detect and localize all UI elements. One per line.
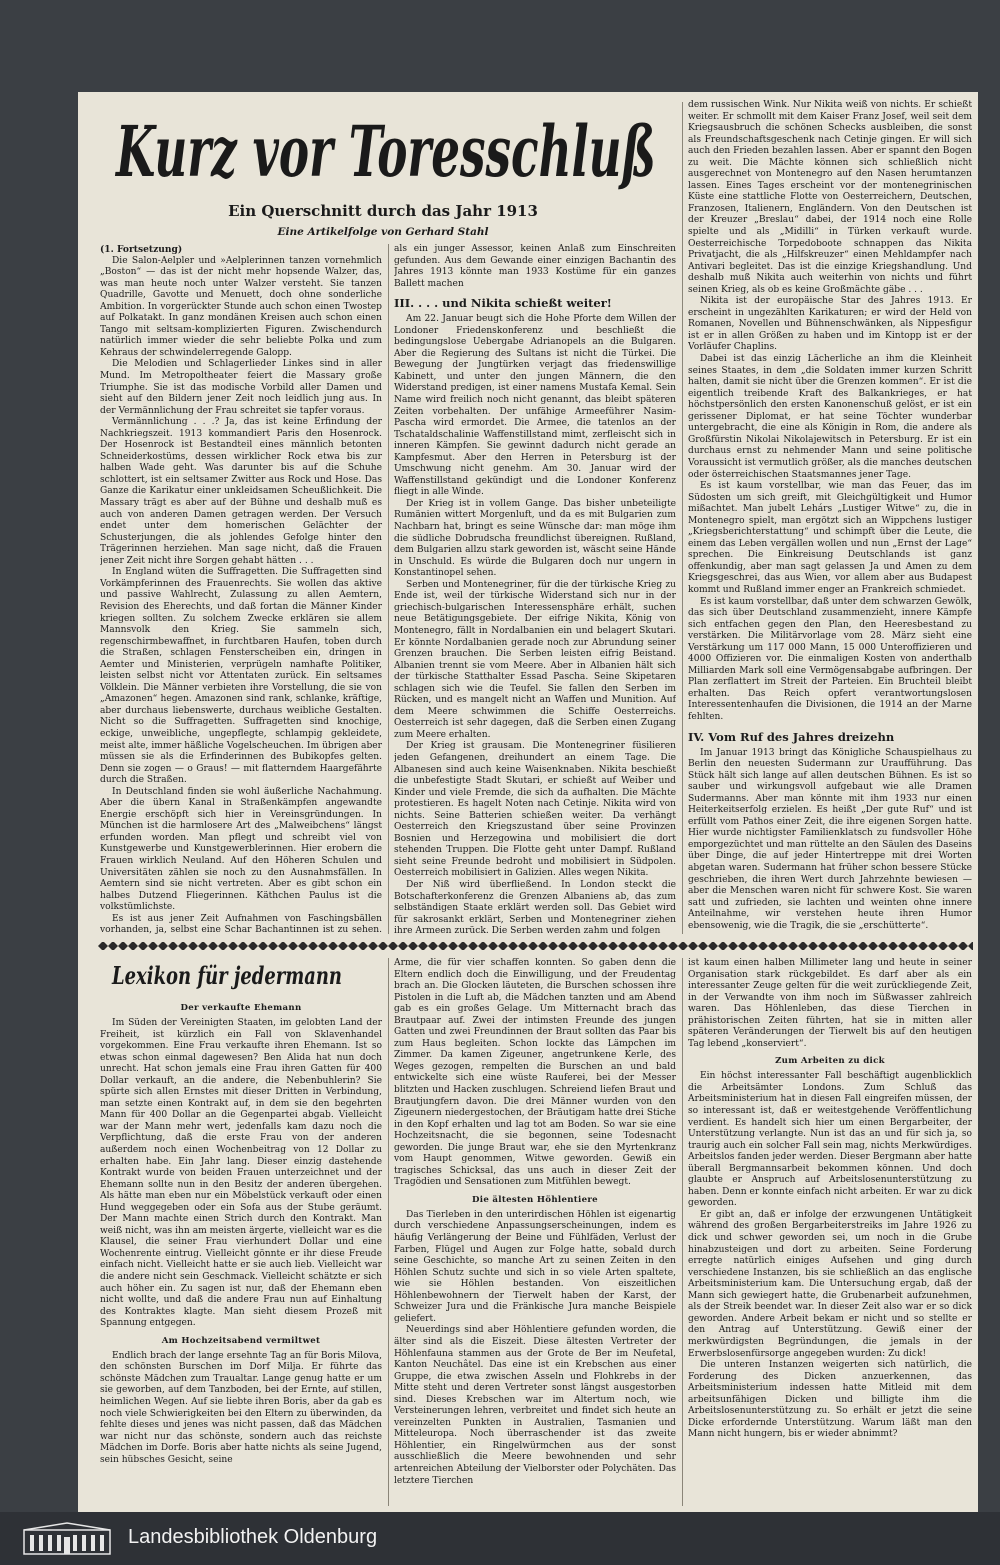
paragraph: Der Krieg ist in vollem Gange. Das bisher unbeteiligte Rumänien wittert Morgenluft, und da es mit Bulgarien zum Nachbarn hat, bringt es seine Wünsche dar: man möge ihm die südliche Dobrudscha freundlichst übereignen. Rußland, dem Bulgarien allzu stark geworden ist, wäscht seine Hände in Unschuld. Es würde die Bulgaren doch nur ungern in Konstantinopel sehen. [394, 498, 676, 579]
paragraph: Arme, die für vier schaffen konnten. So gaben denn die Eltern endlich doch die Einwilligung, und der Freudentag brach an. Die Glocken läuteten, die Burschen schossen ihre Pistolen in die Luft ab, die Mädchen tanzten und am Abend gab es ein großes Gelage. Um Mitternacht brach das Brautpaar auf. Zwei der intimsten Freunde des jungen Gatten und zwei Freundinnen der Braut sollten das Paar bis zum Haus begleiten. Schon lockte das Lämpchen im Zimmer. Da kamen Zigeuner, angetrunkene Kerle, des Weges gezogen, rempelten die Burschen an und bald entwickelte sich eine wüste Rauferei, bei der Messer blitzten und Hacken zuschlugen. Schreiend liefen Braut und Brautjungfern davon. Die drei Männer wurden von den Zigeunern niedergestochen, der Bräutigam hatte drei Stiche in den Kopf erhalten und lag tot am Boden. So war sie eine Hochzeitsnacht, die sie begonnen, seine Todesnacht geworden. Die junge Braut war, ehe sie den Myrtenkranz vom Haupt genommen, Witwe geworden. Gewiß ein tragisches Schicksal, das uns auch in dieser Zeit der Tragödien und Sensationen zum Mitfühlen bewegt. [394, 958, 676, 1188]
lexikon-title-text: Lexikon für jedermann [111, 961, 343, 990]
paragraph: Nikita ist der europäische Star des Jahres 1913. Er erscheint in ungezählten Karikaturen; er wird der Held von Romanen, Novellen und Bühnenschwänken, als Nippesfigur ist er in allen Größen zu haben und im Kintopp ist er der Vorläufer Chaplins. [688, 296, 972, 353]
paragraph: als ein junger Assessor, keinen Anlaß zum Einschreiten gefunden. Aus dem Gewande einer einzigen Bachantin des Jahres 1913 könnte man 1933 Kostüme für ein ganzes Ballett machen [394, 244, 676, 289]
section-heading: IV. Vom Ruf des Jahres dreizehn [688, 729, 895, 744]
continuation-note: (1. Fortsetzung) [100, 244, 183, 255]
paragraph: Neuerdings sind aber Höhlentiere gefunden worden, die älter sind als die Eiszeit. Diese ältesten Vertreter der Höhlenfauna stammen aus der Grote de Ber im Neufetal, Kanton Neuchâtel. Das eine ist ein Krebschen aus einer Gruppe, die etwa zwischen Asseln und Flohkrebs in der Mitte steht und deren Vertreter sonst längst ausgestorben sind. Dieses Krebschen war im Altertum noch, wie Versteinerungen lehren, verbreitet und findet sich heute an vereinzelten Punkten in Australien, Tasmanien und Mitteleuropa. Noch überraschender ist das zweite Höhlentier, ein Ringelwürmchen aus der sonst ausschließlich die Meere bewohnenden und sehr artenreichen Abteilung der Vielborster oder Polychäten. Das letztere Tierchen [394, 1325, 676, 1486]
item-heading: Zum Arbeiten zu dick [775, 1056, 885, 1067]
paragraph: Der Niß wird überfließend. In London steckt die Botschafterkonferenz die Grenzen Albaniens ab, das zum selbständigen Staate erklärt werden soll. Das Gebiet wird für sakrosankt erklärt, Serben und Montenegriner ziehen ihre Armeen zurück. Die Serben werden zahm und folgen [394, 879, 676, 936]
paragraph: Es ist aus jener Zeit Aufnahmen von Faschingsbällen vorhanden, ja, selbst eine Schar Bachantinnen ist zu sehen. [100, 913, 382, 936]
paragraph: Im Januar 1913 bringt das Königliche Schauspielhaus zu Berlin den neuesten Sudermann zur Uraufführung. Das Stück hält sich lange auf allen deutschen Bühnen. Es ist so sauber und wirkungsvoll aufgebaut wie alle Dramen Sudermanns. Aber man könnte mit ihm 1933 nur einen Heiterkeitserfolg erzielen. Es heißt „Der gute Ruf“ und ist erfüllt vom Pathos einer Zeit, die ihre eigenen Sorgen hatte. Hier wurde nichtigster Familienklatsch zu fundsvoller Höhe emporgezüchtet und man rüttelte an den Säulen des Daseins über Dinge, die auf jeder Hintertreppe mit drei Worten abgetan waren. Sudermann hat früher schon bessere Stücke geschrieben, die ihren Wert durch Jahrzehnte bewiesen — aber die Menschen waren nicht für schwere Kost. Sie waren satt und zufrieden, sie lachten und weinten ohne innere Anteilnahme, wir verstehen heute ihren Humor ebensowenig, wie die Tragik, die sie „erschütterte“. [688, 747, 972, 931]
lexikon-column-2 [394, 958, 676, 1507]
item-heading: Am Hochzeitsabend vermiltwet [161, 1335, 321, 1346]
lexikon-column-1 [100, 997, 382, 1507]
paragraph: Er gibt an, daß er infolge der erzwungenen Untätigkeit während des großen Bergarbeiterstreiks im Jahre 1926 zu dick und schwer geworden sei, um noch in die Grube hinabzusteigen und dort zu arbeiten. Seine Forderung erregte natürlich einiges Aufsehen und ging durch verschiedene Instanzen, bis sie schließlich an das englische Arbeitsministerium kam. Die Untersuchung ergab, daß der Mann sich gewiegert hatte, die Grubenarbeit aufzunehmen, als der Streik beendet war. In dieser Zeit also war er so dick geworden. Andere Arbeit bekam er nicht und so stellte er den Antrag auf Unterstützung. Gewiß einer der merkwürdigsten Begründungen, die jemals in der Erwerbslosenfürsorge angegeben wurden: Zu dick! [688, 1209, 972, 1359]
paragraph: Die Salon-Aelpler und »Aelplerinnen tanzen vornehmlich „Boston“ — das ist der nicht mehr hopsende Walzer, das, was man heute noch unter Walzer versteht. Sie tanzen Quadrille, Gavotte und Menuett, doch ohne sonderliche Ambition. In vorgerückter Stunde auch schon einen Twostep auf Polkatakt. In ganz mondänen Kreisen auch schon einen Tango mit seltsam-komplizierten Figuren. Zwischendurch natürlich immer wieder die sehr beliebte Polka und zum Kehraus der schwindelerregende Galopp. [100, 255, 382, 358]
paragraph: Serben und Montenegriner, für die der türkische Krieg zu Ende ist, weil der türkische Widerstand sich nur in der griechisch-bulgarischen Interessensphäre erhält, suchen neue Betätigungsgebiete. Der eifrige Nikita, König von Montenegro, fällt in Nordalbanien ein und belagert Skutari. Er könnte Nordalbanien gerade noch zur Abrundung seiner Grenzen brauchen. Die Serben leisten eifrig Beistand. Albanien trennt sie vom Meere. Aber in Albanien hält sich der türkische Statthalter Essad Pascha. Seine Skipetaren schlagen sich wie die Teufel. Sie fallen den Serben im Rücken, und es mangelt nicht an Waffen und Munition. Auf dem Meere schwimmen die Schiffe Oesterreichs. Oesterreich ist sehr dagegen, daß die Serben einen Zugang zum Meere erhalten. [394, 579, 676, 740]
article-column-2 [394, 244, 676, 936]
paragraph: Vermännlichung . . .? Ja, das ist keine Erfindung der Nachkriegszeit. 1913 kommandiert Paris den Hosenrock. Der Hosenrock ist Bestandteil eines männlich betonten Schneiderkostüms, dessen wirklicher Rock etwa bis zur halben Wade geht. Was darunter bis auf die Schuhe schlottert, ist ein seltsamer Zwitter aus Rock und Hose. Das Ganze die Karikatur einer unkleidsamen Scheußlichkeit. Die Massary trägt es aber auf der Bühne und deshalb muß es auch von anderen Damen getragen werden. Der Versuch endet unter dem homerischen Gelächter der Schusterjungen, die als johlendes Gefolge hinter den Trägerinnen herziehen. Man sage nicht, daß die Frauen jener Zeit nicht ihre Sorgen gehabt hätten . . . [100, 417, 382, 566]
column-rule [682, 102, 683, 934]
headline-subtitle: Ein Querschnitt durch das Jahr 1913 [228, 202, 538, 220]
paragraph: In Deutschland finden sie wohl äußerliche Nachahmung. Aber die übern Kanal in Straßenkämpfen angewandte Energie erschöpft sich hier in Vereinsgründungen. In München ist die harmlosere Art des „Malweibchens“ längst erfunden worden. Man pflegt und schreibt viel von Kunstgewerbe und Kunstgewerblerinnen. Hier erobern die Frauen wirklich Neuland. Auf den Höheren Schulen und Universitäten zählen sie noch zu den Ausnahmsfällen. In Aemtern sind sie nicht vertreten. Aber es gibt schon ein halbes Dutzend Fliegerinnen. Käthchen Paulus ist die volkstümlichste. [100, 786, 382, 913]
lexikon-column-3 [688, 958, 972, 1507]
paragraph: Die Melodien und Schlagerlieder Linkes sind in aller Mund. Im Metropoltheater feiert die Massary große Triumphe. Sie ist das modische Vorbild aller Damen und sieht auf den Bildern jener Zeit noch leidlich jung aus. In der Vermännlichung der Frau schreitet sie tapfer voraus. [100, 359, 382, 416]
library-name: Landesbibliothek Oldenburg [128, 1526, 378, 1548]
library-building-icon [22, 1522, 112, 1556]
headline-title [108, 104, 668, 194]
paragraph: Der Krieg ist grausam. Die Montenegriner füsilieren jeden Gefangenen, dreihundert an einem Tage. Die Albanesen sind auch keine Waisenknaben. Nikita beschießt die unbefestigte Stadt Skutari, er schießt auf Weiber und Kinder und viele Fremde, die sich da aufhalten. Die Mächte protestieren. Es hagelt Noten nach Cetinje. Nikita wird von nichts. Seine Batterien schießen weiter. Da verhängt Oesterreich den Kriegszustand über seine Provinzen Bosnien und Herzegowina und mobilisiert die dort stehenden Truppen. Die Flotte geht unter Dampf. Rußland sieht seine Freunde bedroht und mobilisiert in Südpolen. Oesterreich mobilisiert in Galizien. Alles wegen Nikita. [394, 741, 676, 879]
paragraph: Am 22. Januar beugt sich die Hohe Pforte dem Willen der Londoner Friedenskonferenz und beschließt die bedingungslose Uebergabe Adrianopels an die Bulgaren. Aber die Regierung des Sultans ist nicht die Türkei. Die Bewegung der Jungtürken verjagt das friedenswillige Kabinett, und unter den jungen Männern, die den Widerstand predigen, ist einer namens Mustafa Kemal. Sein Name wird freilich noch nicht genannt, das bleibt späteren Zeiten vorbehalten. Der unfähige Armeeführer Nasim-Pascha wird ermordet. Die Armee, die tatenlos an der Tschataldschalinie Waffenstillstand mimt, zerfleischt sich in inneren Kämpfen. Sie gewinnt dadurch nicht gerade an Kampfesmut. Aber den Herren in Petersburg ist der Umschwung nicht genehm. Am 30. Januar wird der Waffenstillstand gekündigt und die Londoner Konferenz fliegt in alle Winde. [394, 314, 676, 498]
column-rule [388, 958, 389, 1506]
section-heading: III. . . . und Nikita schießt weiter! [394, 296, 612, 311]
headline-text: Kurz vor Toresschluß [114, 110, 657, 193]
viewer-footer [0, 1512, 1000, 1565]
item-heading: Der verkaufte Ehemann [180, 1003, 302, 1013]
paragraph: Im Süden der Vereinigten Staaten, im gelobten Land der Freiheit, ist kürzlich ein Fall von Sklavenhandel vorgekommen. Eine Frau verkaufte ihren Ehemann. Ist so etwas schon einmal dagewesen? Ben Alida hat nun doch unrecht. Hat schon jemals eine Frau ihren Gatten für 400 Dollar verkauft, an die andere, die Nebenbuhlerin? Sie spürte sich allen Ernstes mit dieser Dritten in Verbindung, man setzte einen Kontrakt auf, in dem sie den begehrten Mann für 400 Dollar an die Gegenpartei abgab. Vielleicht war der Mann mehr wert, jedenfalls kam dazu noch die Verpflichtung, daß die erste Frau von der anderen außerdem noch einen Wochenbeitrag von 12 Dollar zu erhalten habe. Ein Jahr lang. Dieser einzig dastehende Kontrakt wurde von beiden Frauen unterzeichnet und der Ehemann sollte nun in den Besitz der anderen übergehen. Als hätte man eben nur ein Möbelstück verkauft oder einen Hund weggegeben oder ein Sofa aus der Stube geräumt. Der Mann machte einen Strich durch den Kontrakt. Man weiß nicht, was ihn am meisten ärgerte, vielleicht war es die Klausel, die seiner Frau vierhundert Dollar und eine Wochenrente eintrug. Vielleicht gönnte er ihr diese Freude einfach nicht. Vielleicht hatte er sie auch lieb. Vielleicht war die andere nicht sein Geschmack. Vielleicht schätzte er sich auch höher ein. Zu sagen ist nur, daß der Ehemann eben nicht wollte, und daß die andere Frau nun auf Einhaltung des Kontraktes klagte. Man sieht diesem Prozeß mit Spannung entgegen. [100, 1018, 382, 1329]
paragraph: Endlich brach der lange ersehnte Tag an für Boris Milova, den schönsten Burschen im Dorf Milja. Er führte das schönste Mädchen zum Traualtar. Lange genug hatte er um sie geworben, auf dem Tanzboden, bei der Ernte, auf stillen, heimlichen Wegen. Auf sie liebte ihren Boris, aber da gab es noch viele Schwierigkeiten bei den Eltern zu überwinden, da fehlte dieses und jenes was nicht passen, daß das Mädchen war nicht nur das schönste, sondern auch das reichste Mädchen im Dorfe. Boris aber hatte nichts als seine Jugend, sein hübsches Gesicht, seine [100, 1350, 382, 1465]
paragraph: ist kaum einen halben Millimeter lang und heute in seiner Organisation stark rückgebildet. Es darf aber als ein interessanter Zeuge gelten für die weit zurückliegende Zeit, in der Verwandte von ihm noch im Süßwasser zahlreich waren. Das Höhlenleben, das diese Tierchen in prähistorischen Zeiten führten, hat sie in mitten aller späteren Veränderungen der Tierwelt bis auf den heutigen Tag lebend „konserviert“. [688, 958, 972, 1049]
newspaper-page [78, 92, 978, 1512]
lexikon-title [108, 954, 348, 994]
paragraph: dem russischen Wink. Nur Nikita weiß von nichts. Er schießt weiter. Er schmollt mit dem Kaiser Franz Josef, weil seit dem Kriegsausbruch die schönen Schecks ausbleiben, die sonst als Freundschaftsgeschenk nach Cetinje gingen. Er will sich auch den Frieden bezahlen lassen. Aber er spannt den Bogen zu weit. Die Mächte können sich schließlich nicht ausgerechnet von Montenegro auf den Nasen herumtanzen lassen. Eines Tages erscheint vor der montenegrinischen Küste eine stattliche Flotte von Oesterreichern, Deutschen, Franzosen, Italienern, Engländern. Von den Deutschen ist der Kreuzer „Breslau“ dabei, der 1914 noch eine Rolle spielte und als „Midilli“ in Türken verkauft wurde. Oesterreichische Torpedoboote schnappen das Nikita Privatjacht, die als „Hilfskreuzer“ einen Mehldampfer nach Antivari begleitet. Das ist die einzige Kriegshandlung. Und deshalb muß Nikita auch weiterhin von nichts und führt seinen Krieg, als ob es keine Großmächte gäbe . . . [688, 100, 972, 295]
article-column-3 [688, 100, 972, 936]
paragraph: Das Tierleben in den unterirdischen Höhlen ist eigenartig durch verschiedene Anpassungserscheinungen, indem es häufig Verlängerung der Beine und Fühlfäden, Verlust der Farben, Flügel und Augen zur Folge hatte, sobald durch seine Geschichte, so manche Art zu seinen Zeiten in den Höhlen Schutz suchte und sich in so viele Arten spaltete, wie sie Höhlen bestanden. Von eiszeitlichen Höhlenbewohnern der Tierwelt haben der Karst, der Schweizer Jura und die Fränkische Jura manche Beispiele geliefert. [394, 1209, 676, 1324]
paragraph: Dabei ist das einzig Lächerliche an ihm die Kleinheit seines Staates, in dem „die Soldaten immer kurzen Schritt halten, damit sie nicht über die Grenzen kommen“. Er ist die eigentlich treibende Kraft des Balkankrieges, er hat höchstpersönlich den ersten Kanonenschuß gelöst, er ist ein gerissener Diplomat, er hat seine Töchter wunderbar untergebracht, die eine als Königin in Rom, die andere als Großfürstin Nikolai Nikolajewitsch in Petersburg. Er ist ein durchaus ernst zu nehmender Mann und seine politische Voraussicht ist vermutlich größer, als die manches deutschen oder österreichischen Staatsmannes jener Tage. [688, 354, 972, 480]
column-rule [388, 244, 389, 934]
item-heading: Die ältesten Höhlentiere [472, 1194, 598, 1205]
paragraph: Ein höchst interessanter Fall beschäftigt augenblicklich die Arbeitsämter Londons. Zum Schluß das Arbeitsministerium hat in diesen Fall eingreifen müssen, der so interessant ist, daß er weitestgehende Veröffentlichung verdient. Es handelt sich hier um einen Bergarbeiter, der Unterstützung verlangte. Nun ist das an und für sich ja, so traurig auch ein solcher Fall sein mag, nichts Merkwürdiges. Arbeitslos fanden jeder werden. Dieser Bergmann aber hatte überall Bergmannsarbeit bekommen können. Und doch glaubte er Anspruch auf Arbeitslosenunterstützung zu haben. Denn er konnte einfach nicht arbeiten. Er war zu dick geworden. [688, 1071, 972, 1209]
paragraph: Es ist kaum vorstellbar, wie man das Feuer, das im Südosten um sich greift, mit Gleichgültigkeit und Humor mißachtet. Man jubelt Lehárs „Lustiger Witwe“ zu, die in Montenegro spielt, man ergötzt sich an Wippchens lustiger „Kriegsberichterstattung“ und schimpft über die Leute, die einem das Leben vergällen wollen und nun „Ernst der Lage“ sprechen. Die Einkreisung Deutschlands ist ganz offenkundig, aber man sagt gelassen Ja und Amen zu dem Kriegsgeschrei, das aus Wien, vor allem aber aus Budapest kommt und Rußland immer enger an Frankreich schmiedet. [688, 481, 972, 595]
article-column-1 [100, 244, 382, 936]
column-rule [682, 958, 683, 1506]
paragraph: In England wüten die Suffragetten. Die Suffragetten sind Vorkämpferinnen des Frauenrechts. Sie wollen das aktive und passive Wahlrecht, Zulassung zu allen Aemtern, Revision des Eherechts, und daß fortan die Männer Kinder kriegen sollten. Zu solchem Zwecke erklären sie allem Mannsvolk den Krieg. Sie sammeln sich, regenschirmbewaffnet, in furchtbaren Haufen, toben durch die Straßen, schlagen Fensterscheiben ein, dringen in Aemter und Ministerien, verprügeln namhafte Politiker, leisten selbst nicht vor Attentaten zurück. Ein seltsames Völklein. Die Männer verbieten ihre Vorstellung, die sie von „Amazonen“ hegen. Amazonen sind rank, schlanke, kräftige, aber durchaus liebenswerte, durchaus weibliche Gestalten. Nicht so die Suffragetten. Suffragetten sind knochige, eckige, unweibliche, ungepflegte, schlampig gekleidete, meist alte, immer häßliche Vogelscheuchen. Im übrigen aber müssen sie als die Erfinderinnen des Bubikopfes gelten. Denn sie zogen — o Graus! — mit flatterndem Haargefährte durch die Straßen. [100, 567, 382, 786]
paragraph: Es ist kaum vorstellbar, daß unter dem schwarzen Gewölk, das sich über Deutschland zusammenzieht, innere Kämpfe sich entfachen gegen den Plan, den Heeresbestand zu verstärken. Die Militärvorlage vom 28. März sieht eine Verstärkung um 117 000 Mann, 15 000 Unteroffizieren und 4000 Offizieren vor. Die einmaligen Kosten von anderthalb Milliarden Mark soll eine Vermögensabgabe aufbringen. Der Plan zerflattert im Streit der Parteien. Ein Bruchteil bleibt erhalten. Das Reich opfert verantwortungslosen Interessentenhaufen die Divisionen, die 1914 an der Marne fehlten. [688, 596, 972, 722]
paragraph: Die unteren Instanzen weigerten sich natürlich, die Forderung des Dicken anzuerkennen, das Arbeitsministerium indessen hatte Mitleid mit dem arbeitsunfähigen Dicken und billigte ihm die Arbeitslosenunterstützung zu. So erhält er jetzt die seine Dicke erfordernde Unterstützung. Warum läßt man den Mann nicht hungern, bis er wieder abnimmt? [688, 1360, 972, 1440]
author-byline: Eine Artikelfolge von Gerhard Stahl [277, 226, 489, 238]
ornamental-divider [98, 941, 973, 951]
